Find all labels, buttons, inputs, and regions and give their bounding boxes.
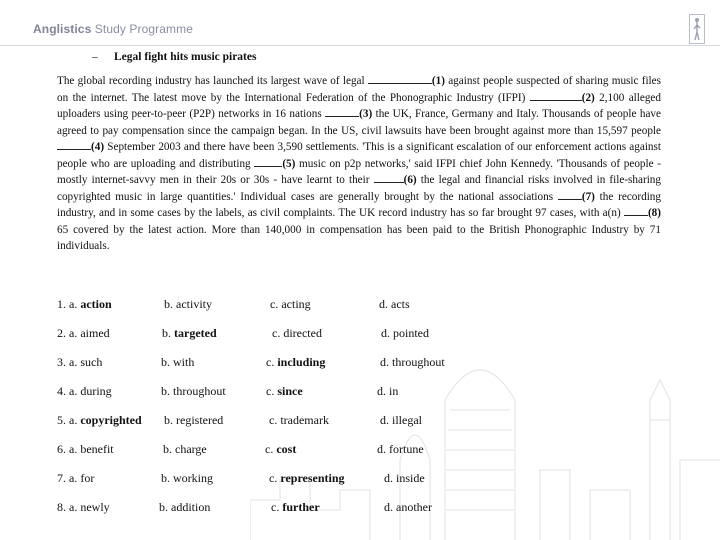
option-label: b. [162, 326, 171, 340]
question-number: 8. [57, 500, 66, 514]
answer-blank[interactable] [325, 106, 359, 117]
answer-option[interactable] [377, 442, 424, 457]
answer-blank[interactable] [368, 73, 432, 84]
answer-option[interactable] [161, 355, 194, 370]
option-label: a. during [69, 384, 112, 398]
body-text: against people suspected of sharing music files on the internet. The latest move by the International Federation of the Phonographic Industry (IFPI) [57, 75, 661, 104]
answer-blank[interactable] [57, 139, 91, 150]
option-label: d. acts [379, 297, 410, 311]
option-label: a. benefit [69, 442, 114, 456]
option-label: d. illegal [380, 413, 422, 427]
header-divider [0, 45, 720, 46]
answer-option[interactable] [384, 471, 425, 486]
title-dash: – [92, 51, 98, 63]
option-label: b. charge [163, 442, 207, 456]
programme-subtitle: Study Programme [94, 22, 193, 36]
answer-blank[interactable] [530, 90, 582, 101]
answer-option[interactable] [164, 297, 212, 312]
correct-answer: further [282, 500, 320, 514]
answer-blank[interactable] [374, 172, 404, 183]
answer-option[interactable] [379, 297, 410, 312]
gap-number: (7) [581, 190, 595, 203]
option-label: a. aimed [69, 326, 110, 340]
option-label: d. another [384, 500, 432, 514]
question-number: 5. [57, 413, 66, 427]
question-number: 4. [57, 384, 66, 398]
question-row [57, 442, 657, 458]
answer-option[interactable] [164, 413, 223, 428]
correct-answer: representing [280, 471, 345, 485]
question-number: 7. [57, 471, 66, 485]
answer-option[interactable] [269, 471, 345, 486]
answer-option[interactable] [265, 442, 296, 457]
question-row [57, 471, 657, 487]
question-row [57, 326, 657, 342]
question-number: 6. [57, 442, 66, 456]
option-label: b. registered [164, 413, 224, 427]
option-label: d. inside [384, 471, 425, 485]
question-number: 3. [57, 355, 66, 369]
question-row [57, 500, 657, 516]
answer-option[interactable] [57, 471, 94, 486]
brand-name: Anglistics [33, 22, 92, 36]
answer-option[interactable] [266, 355, 325, 370]
gap-number: (2) [581, 91, 595, 104]
option-label: a. for [69, 471, 95, 485]
body-text: the legal and financial risks involved in file-sharing copyrighted music in large quantities.' Individual cases are generally brought by the national associations [57, 174, 661, 203]
answer-blank[interactable] [624, 205, 648, 216]
body-text: the UK, France, Germany and Italy. Thousands of people have agreed to pay compensation since the campaign began. In the US, civil lawsuits have been brought against more than 15,597 people [57, 108, 661, 137]
body-text: September 2003 and there have been 3,590 settlements. 'This is a significant escalation of our enforcement actions against people who are uploading and distributing [57, 141, 661, 170]
correct-answer: since [277, 384, 303, 398]
gap-number: (3) [359, 108, 373, 120]
answer-option[interactable] [57, 384, 112, 399]
article-title: Legal fight hits music pirates [114, 51, 257, 63]
option-label: c. trademark [269, 413, 329, 427]
article-body [57, 73, 661, 255]
option-label: b. addition [159, 500, 211, 514]
answer-option[interactable] [163, 442, 207, 457]
header-title [33, 22, 193, 36]
correct-answer: copyrighted [80, 413, 142, 427]
question-row [57, 413, 657, 429]
option-label: a. such [69, 355, 103, 369]
option-label: a. newly [69, 500, 110, 514]
answer-option[interactable] [272, 326, 322, 341]
option-label: b. activity [164, 297, 212, 311]
answer-option[interactable] [270, 297, 311, 312]
question-number: 1. [57, 297, 66, 311]
answer-option[interactable] [57, 326, 110, 341]
answer-option[interactable] [57, 297, 112, 312]
answer-option[interactable] [380, 413, 422, 428]
option-label: a. [69, 413, 78, 427]
option-label: d. throughout [380, 355, 445, 369]
body-text: 2,100 alleged uploaders using peer-to-peer (P2P) networks in 16 nations [57, 91, 661, 120]
question-row [57, 355, 657, 371]
answer-option[interactable] [159, 500, 210, 515]
answer-option[interactable] [271, 500, 320, 515]
answer-option[interactable] [57, 355, 102, 370]
option-label: c. [265, 442, 274, 456]
answer-option[interactable] [266, 384, 303, 399]
correct-answer: including [277, 355, 326, 369]
gap-number: (1) [431, 75, 445, 87]
question-number: 2. [57, 326, 66, 340]
answer-option[interactable] [384, 500, 432, 515]
option-label: b. working [161, 471, 213, 485]
option-label: d. in [377, 384, 399, 398]
option-label: c. [266, 384, 275, 398]
option-label: c. directed [272, 326, 322, 340]
gap-number: (6) [403, 174, 417, 186]
option-label: b. throughout [161, 384, 226, 398]
answer-option[interactable] [161, 384, 226, 399]
option-label: c. [266, 355, 275, 369]
answer-option[interactable] [57, 442, 114, 457]
question-row [57, 297, 657, 313]
body-text: The global recording industry has launched its largest wave of legal [57, 75, 368, 87]
option-label: c. [269, 471, 278, 485]
option-label: d. fortune [377, 442, 424, 456]
answer-option[interactable] [380, 355, 445, 370]
correct-answer: targeted [174, 326, 217, 340]
answer-blank[interactable] [254, 156, 282, 167]
answer-option[interactable] [161, 471, 213, 486]
answer-option[interactable] [57, 500, 110, 515]
answer-option[interactable] [57, 413, 142, 428]
correct-answer: cost [276, 442, 297, 456]
answer-option[interactable] [269, 413, 329, 428]
gap-number: (8) [647, 207, 661, 219]
body-text: music on p2p networks,' said IFPI chief John Kennedy. 'Thousands of people - mostly internet-savvy men in their 20s or 30s - have learnt to their [57, 157, 661, 186]
answer-option[interactable] [162, 326, 217, 341]
option-label: b. with [161, 355, 195, 369]
answer-blank[interactable] [558, 189, 582, 200]
article-heading [92, 51, 256, 63]
answer-option[interactable] [381, 326, 429, 341]
question-row [57, 384, 657, 400]
person-logo-icon [689, 14, 705, 44]
option-label: c. acting [270, 297, 311, 311]
option-label: c. [271, 500, 280, 514]
option-label: d. pointed [381, 326, 429, 340]
option-label: a. [69, 297, 78, 311]
body-text: the recording industry, and in some cases by the labels, as civil complaints. The UK record industry has so far brought 97 cases, with a(n) [57, 190, 661, 219]
correct-answer: action [80, 297, 112, 311]
gap-number: (4) [91, 141, 105, 153]
body-text: 65 covered by the latest action. More than 140,000 in compensation has been paid to the British Phonographic Industry by 71 individuals. [57, 223, 661, 252]
gap-number: (5) [282, 157, 296, 170]
answer-option[interactable] [377, 384, 398, 399]
